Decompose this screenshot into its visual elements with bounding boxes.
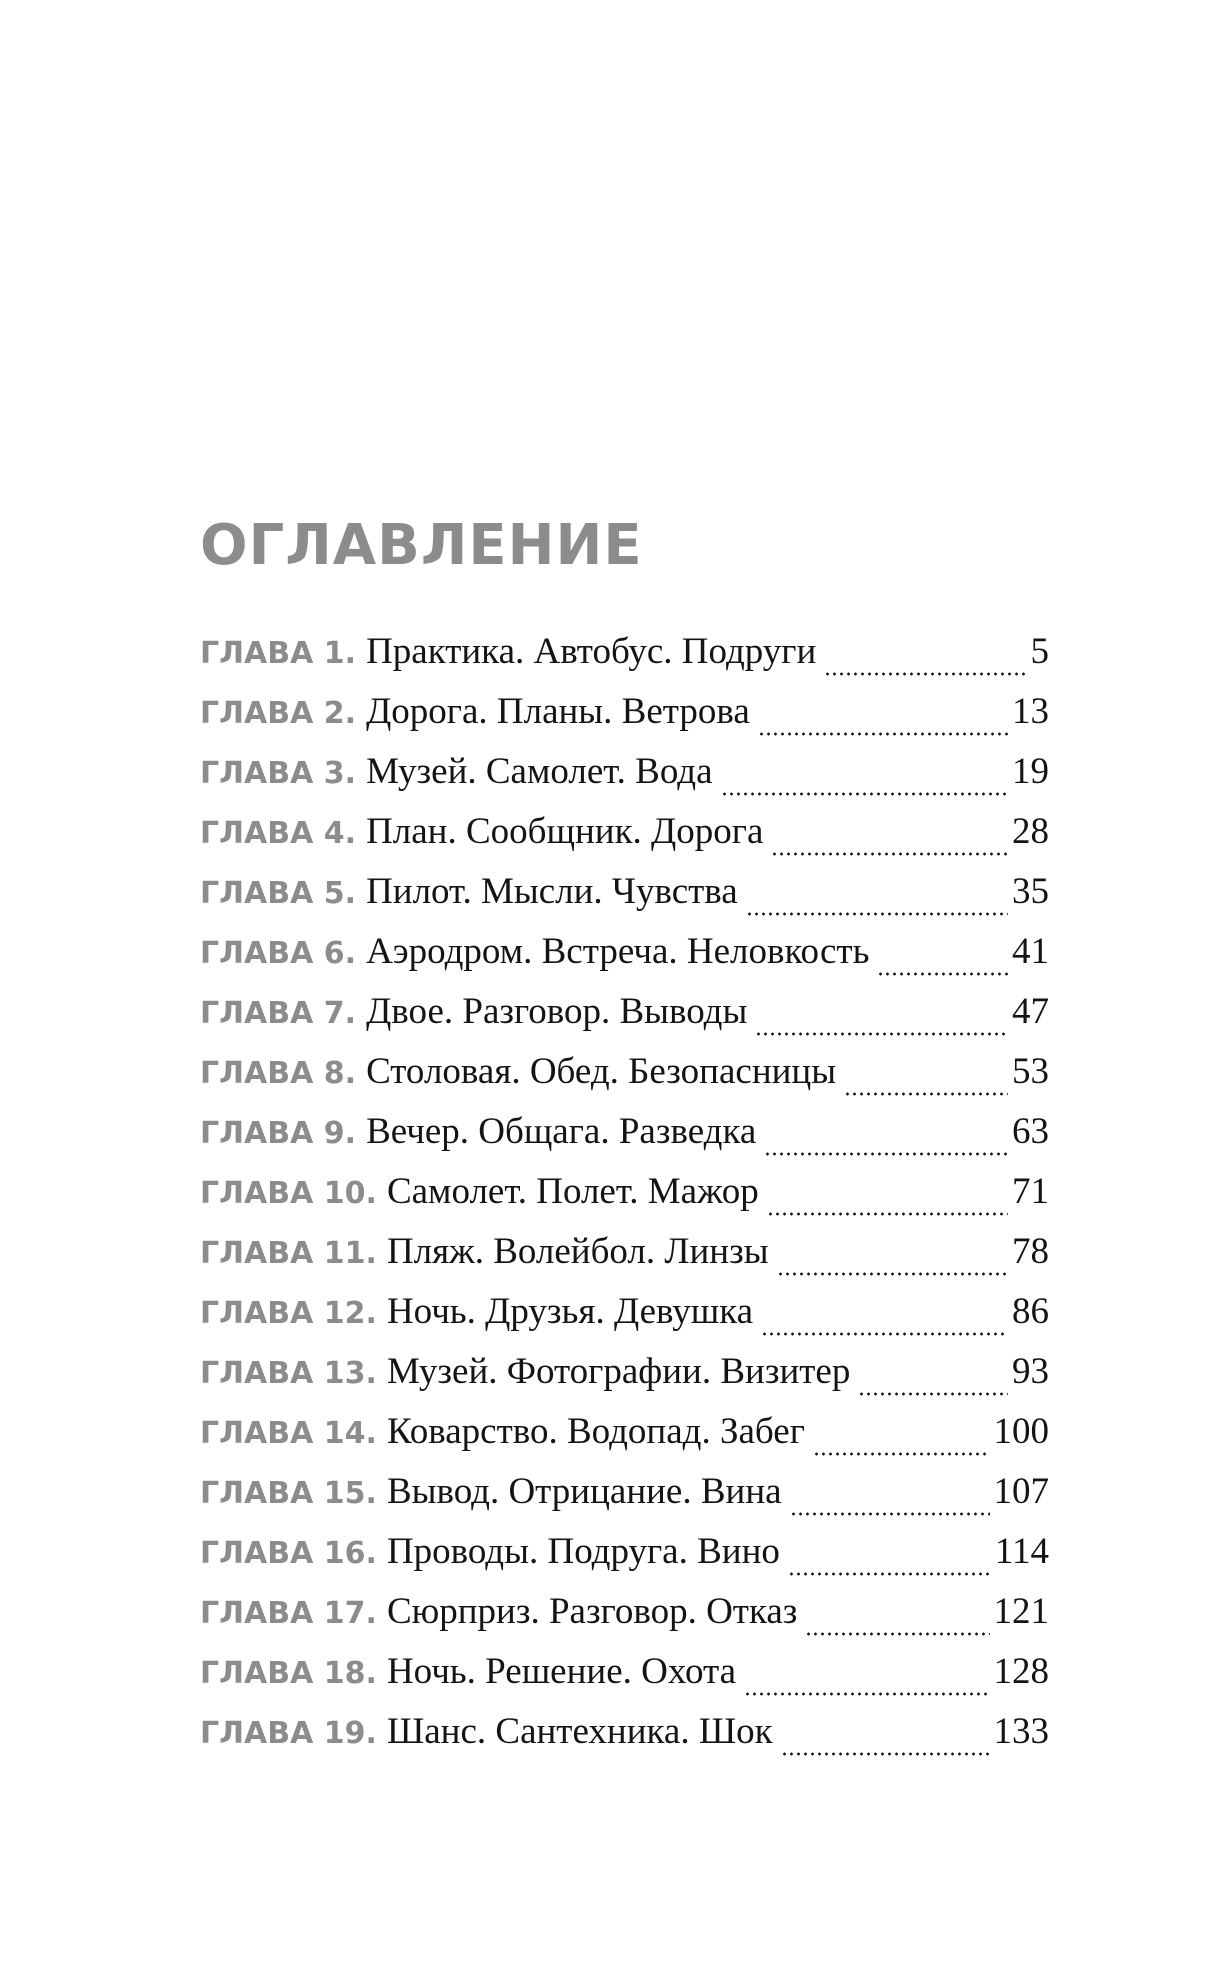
toc-entry (200, 1410, 1049, 1470)
page-number: 114 (994, 1531, 1049, 1572)
chapter-title: Сюрприз. Разговор. Отказ (386, 1591, 798, 1632)
chapter-title: Музей. Фотографии. Визитер (386, 1351, 851, 1392)
toc-entry (200, 1470, 1049, 1530)
toc-entry (200, 1710, 1049, 1770)
chapter-title: Шанс. Сантехника. Шок (386, 1711, 773, 1752)
chapter-label: ГЛАВА 17. (200, 1596, 377, 1631)
toc-list (200, 630, 1049, 1770)
page-number: 78 (1012, 1231, 1049, 1272)
chapter-title: Столовая. Обед. Безопасницы (366, 1051, 837, 1092)
dot-leader (813, 1452, 990, 1456)
dot-leader (781, 1752, 990, 1756)
chapter-label: ГЛАВА 8. (200, 1056, 357, 1091)
dot-leader (755, 1032, 1008, 1036)
chapter-title: Ночь. Решение. Охота (386, 1651, 736, 1692)
chapter-title: Практика. Автобус. Подруги (366, 631, 817, 672)
dot-leader (771, 852, 1008, 856)
toc-entry (200, 810, 1049, 870)
chapter-title: Вывод. Отрицание. Вина (386, 1471, 782, 1512)
page-number: 19 (1012, 751, 1049, 792)
toc-entry (200, 1590, 1049, 1650)
dot-leader (790, 1512, 990, 1516)
toc-entry (200, 750, 1049, 810)
chapter-title: Пляж. Волейбол. Линзы (386, 1231, 769, 1272)
page-number: 93 (1012, 1351, 1049, 1392)
chapter-title: Самолет. Полет. Мажор (386, 1171, 759, 1212)
page-number: 28 (1012, 811, 1049, 852)
toc-entry (200, 690, 1049, 750)
chapter-label: ГЛАВА 4. (200, 816, 357, 851)
dot-leader (824, 672, 1026, 676)
page-number: 121 (993, 1591, 1049, 1632)
page-number: 71 (1012, 1171, 1049, 1212)
dot-leader (858, 1392, 1008, 1396)
dot-leader (746, 912, 1008, 916)
toc-entry (200, 870, 1049, 930)
page-number: 107 (993, 1471, 1049, 1512)
dot-leader (721, 792, 1008, 796)
chapter-title: Ночь. Друзья. Девушка (386, 1291, 754, 1332)
page-number: 63 (1012, 1111, 1049, 1152)
dot-leader (877, 972, 1008, 976)
toc-entry (200, 1350, 1049, 1410)
page-number: 35 (1012, 871, 1049, 912)
chapter-title: План. Сообщник. Дорога (366, 811, 764, 852)
page-number: 41 (1012, 931, 1049, 972)
dot-leader (844, 1092, 1008, 1096)
chapter-label: ГЛАВА 7. (200, 996, 357, 1031)
dot-leader (788, 1572, 991, 1576)
chapter-title: Проводы. Подруга. Вино (386, 1531, 780, 1572)
toc-entry (200, 990, 1049, 1050)
dot-leader (744, 1692, 990, 1696)
toc-entry (200, 1530, 1049, 1590)
dot-leader (805, 1632, 989, 1636)
chapter-label: ГЛАВА 1. (200, 636, 357, 671)
chapter-title: Музей. Самолет. Вода (366, 751, 713, 792)
chapter-label: ГЛАВА 9. (200, 1116, 357, 1151)
dot-leader (767, 1212, 1008, 1216)
dot-leader (777, 1272, 1008, 1276)
chapter-title: Коварство. Водопад. Забег (386, 1411, 805, 1452)
page-number: 13 (1012, 691, 1049, 732)
toc-entry (200, 1170, 1049, 1230)
toc-entry (200, 1110, 1049, 1170)
dot-leader (761, 1332, 1008, 1336)
page-number: 128 (993, 1651, 1049, 1692)
chapter-label: ГЛАВА 10. (200, 1176, 377, 1211)
chapter-label: ГЛАВА 19. (200, 1716, 377, 1751)
chapter-title: Пилот. Мысли. Чувства (366, 871, 738, 912)
chapter-label: ГЛАВА 16. (200, 1536, 377, 1571)
page-number: 47 (1012, 991, 1049, 1032)
page-number: 86 (1012, 1291, 1049, 1332)
toc-entry (200, 630, 1049, 690)
page-number: 5 (1030, 631, 1049, 672)
toc-heading: ОГЛАВЛЕНИЕ (200, 513, 643, 578)
chapter-title: Аэродром. Встреча. Неловкость (366, 931, 870, 972)
chapter-label: ГЛАВА 18. (200, 1656, 377, 1691)
chapter-label: ГЛАВА 15. (200, 1476, 377, 1511)
toc-entry (200, 1650, 1049, 1710)
chapter-title: Вечер. Общага. Разведка (366, 1111, 757, 1152)
chapter-title: Дорога. Планы. Ветрова (366, 691, 750, 732)
chapter-label: ГЛАВА 13. (200, 1356, 377, 1391)
toc-entry (200, 1050, 1049, 1110)
chapter-label: ГЛАВА 14. (200, 1416, 377, 1451)
chapter-label: ГЛАВА 11. (200, 1236, 377, 1271)
chapter-label: ГЛАВА 12. (200, 1296, 377, 1331)
chapter-label: ГЛАВА 6. (200, 936, 357, 971)
dot-leader (764, 1152, 1008, 1156)
page-number: 53 (1012, 1051, 1049, 1092)
chapter-label: ГЛАВА 2. (200, 696, 357, 731)
toc-entry (200, 930, 1049, 990)
chapter-label: ГЛАВА 5. (200, 876, 357, 911)
dot-leader (758, 732, 1008, 736)
chapter-title: Двое. Разговор. Выводы (366, 991, 748, 1032)
page-number: 100 (993, 1411, 1049, 1452)
toc-entry (200, 1290, 1049, 1350)
toc-entry (200, 1230, 1049, 1290)
chapter-label: ГЛАВА 3. (200, 756, 357, 791)
page-number: 133 (993, 1711, 1049, 1752)
